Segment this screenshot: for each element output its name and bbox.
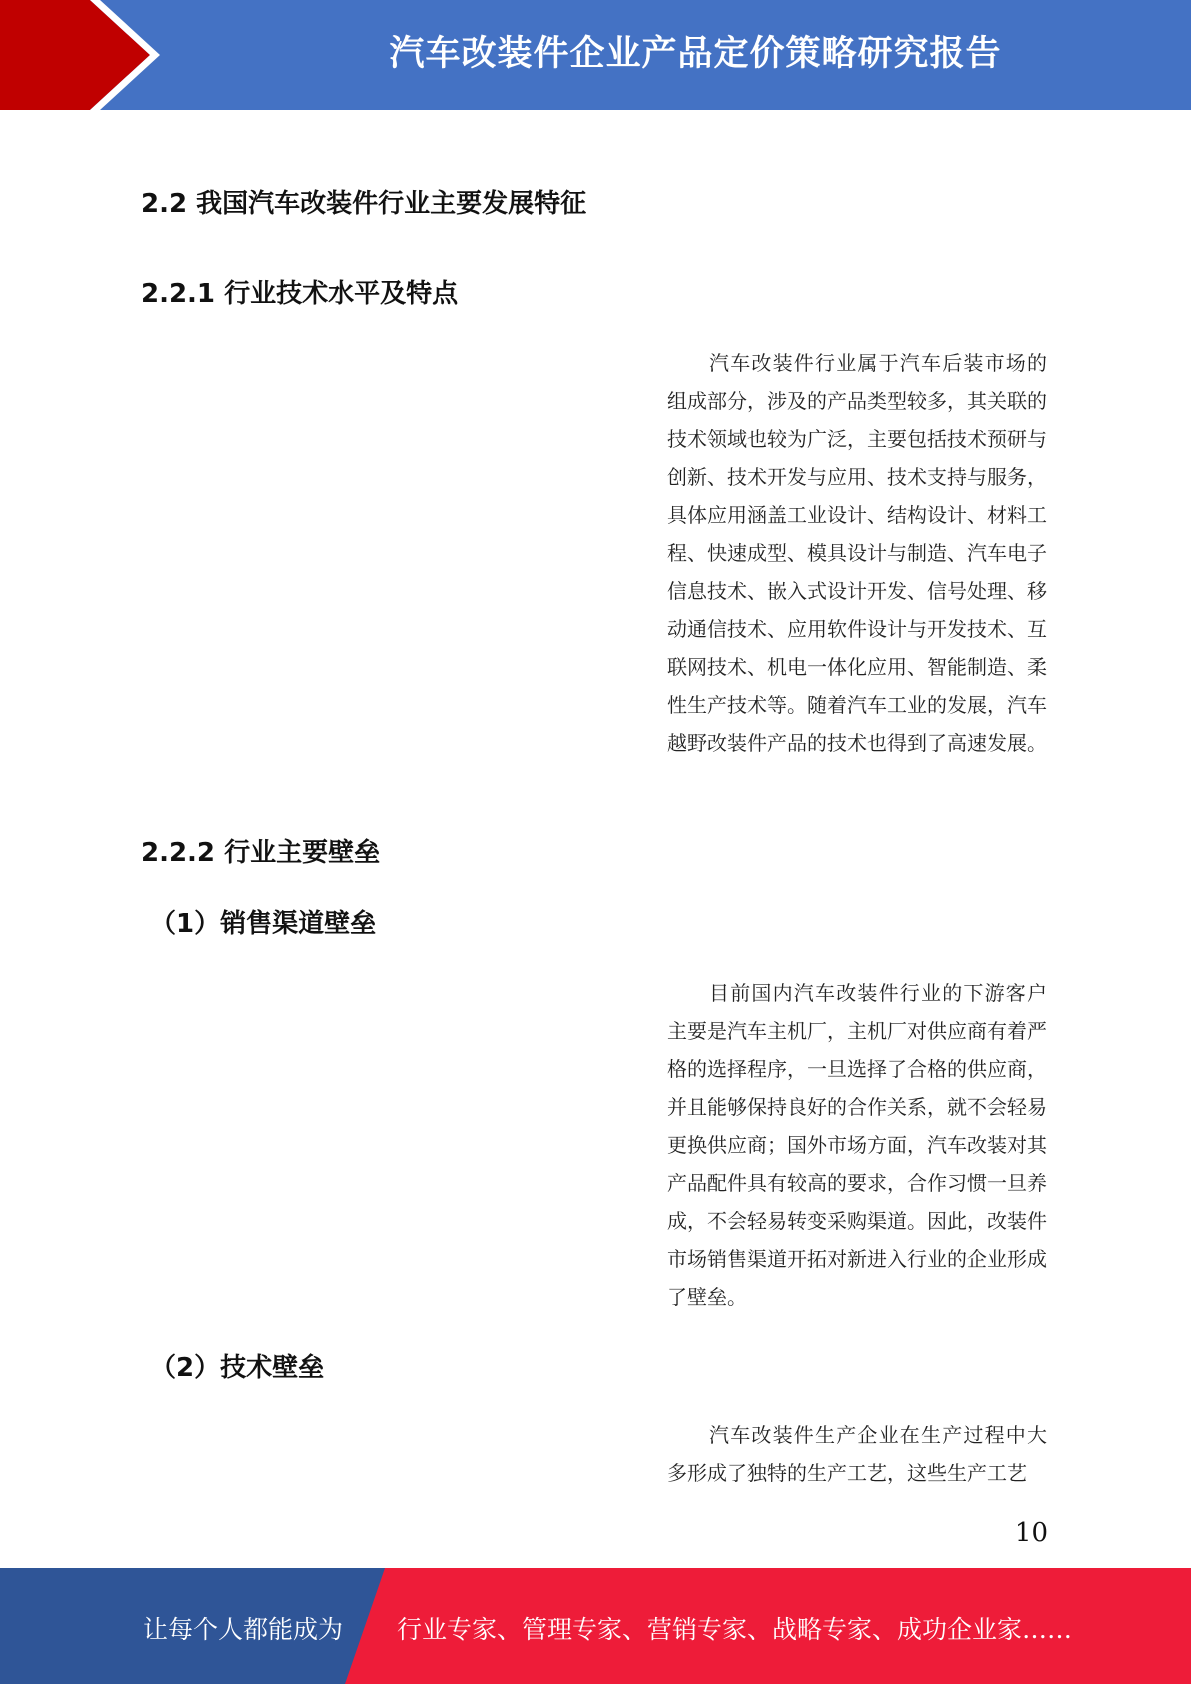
subheading-sales-channel: （1）销售渠道壁垒 — [150, 909, 377, 939]
footer-slogan-left: 让每个人都能成为 — [143, 1615, 344, 1644]
paragraph-tech-level: 汽车改装件行业属于汽车后装市场的组成部分，涉及的产品类型较多，其关联的技术领域也较为广泛，主要包括技术预研与创新、技术开发与应用、技术支持与服务，具体应用涵盖工业设计、结构设计、材料工程、快速成型、模具设计与制造、汽车电子信息技术、嵌入式设计开发、信号处理、移动通信技术、应用软件设计与开发技术、互联网技术、机电一体化应用、智能制造、柔性生产技术等。随着汽车工业的发展，汽车越野改装件产品的技术也得到了高速发展。 — [667, 351, 1047, 755]
paragraph-sales-channel: 目前国内汽车改装件行业的下游客户主要是汽车主机厂，主机厂对供应商有着严格的选择程序，一旦选择了合格的供应商，并且能够保持良好的合作关系，就不会轻易更换供应商；国外市场方面，汽车改装对其产品配件具有较高的要求，合作习惯一旦养成，不会轻易转变采购渠道。因此，改装件市场销售渠道开拓对新进入行业的企业形成了壁垒。 — [667, 981, 1047, 1309]
footer-banner — [0, 1568, 1191, 1684]
page-number: 10 — [1014, 1518, 1048, 1548]
section-heading-2-2-1: 2.2.1 行业技术水平及特点 — [141, 279, 459, 309]
header-banner — [0, 0, 1191, 110]
report-title: 汽车改装件企业产品定价策略研究报告 — [389, 34, 1002, 74]
section-heading-2-2: 2.2 我国汽车改装件行业主要发展特征 — [141, 189, 587, 219]
subheading-tech-barrier: （2）技术壁垒 — [150, 1353, 325, 1383]
footer-slogan-right: 行业专家、管理专家、营销专家、战略专家、成功企业家…… — [397, 1615, 1073, 1644]
red-arrow-shape — [0, 0, 150, 110]
section-heading-2-2-2: 2.2.2 行业主要壁垒 — [141, 838, 381, 868]
paragraph-tech-barrier: 汽车改装件生产企业在生产过程中大多形成了独特的生产工艺，这些生产工艺 — [667, 1423, 1047, 1485]
